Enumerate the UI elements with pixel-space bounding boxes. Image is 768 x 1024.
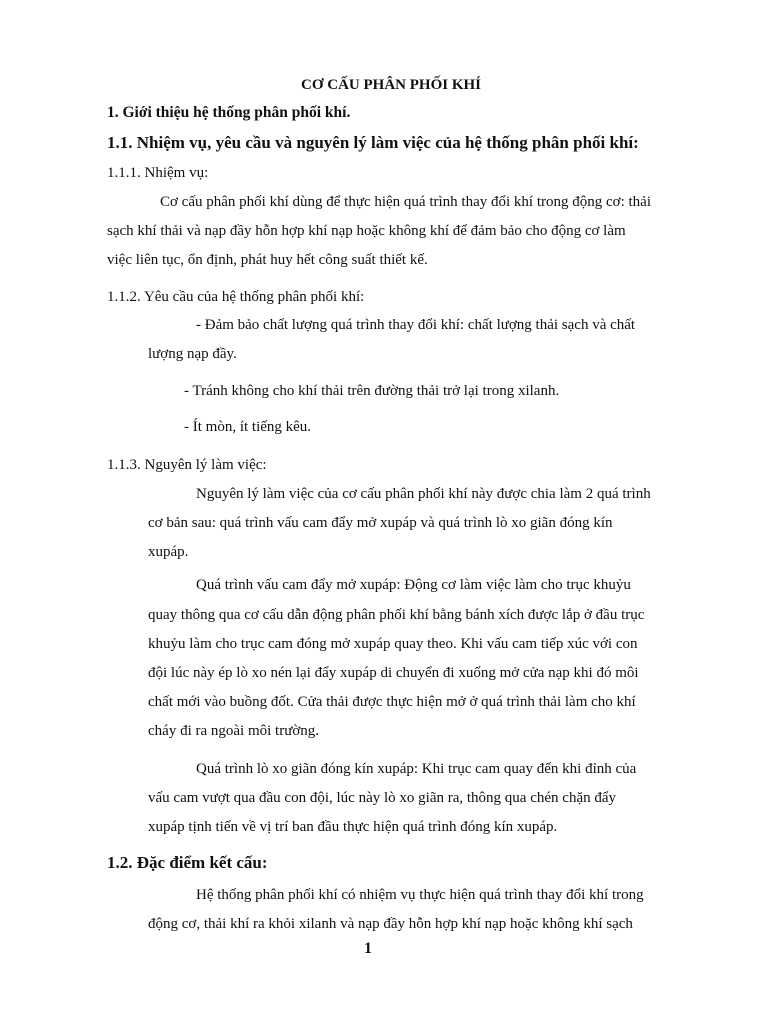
paragraph-line: việc liên tục, ổn định, phát huy hết công suất thiết kế.	[107, 252, 428, 268]
bullet-item-continuation: lượng nạp đầy.	[148, 346, 237, 362]
bullet-item: - Đảm bảo chất lượng quá trình thay đổi khí: chất lượng thải sạch và chất	[196, 317, 636, 333]
section-1-1-2-heading: 1.1.2. Yêu cầu của hệ thống phân phối khí:	[107, 289, 365, 305]
paragraph-line: sạch khí thải và nạp đầy hỗn hợp khí nạp hoặc không khí để đảm bảo cho động cơ làm	[107, 223, 626, 239]
paragraph-line: Cơ cấu phân phối khí dùng để thực hiện quá trình thay đổi khí trong động cơ: thải	[160, 194, 651, 210]
section-1-heading: 1. Giới thiệu hệ thống phân phối khí.	[107, 104, 351, 121]
section-1-1-1-heading: 1.1.1. Nhiệm vụ:	[107, 165, 209, 181]
bullet-item: - Tránh không cho khí thải trên đường thải trở lại trong xilanh.	[184, 383, 560, 399]
paragraph-line: cháy đi ra ngoài môi trường.	[148, 723, 320, 739]
section-1-1-3-heading: 1.1.3. Nguyên lý làm việc:	[107, 457, 267, 473]
paragraph-line: xupáp tịnh tiến về vị trí ban đầu thực hiện quá trình đóng kín xupáp.	[148, 819, 558, 835]
section-1-2-heading: 1.2. Đặc điểm kết cấu:	[107, 853, 268, 872]
page-number: 1	[364, 940, 372, 957]
paragraph-line: động cơ, thải khí ra khỏi xilanh và nạp đầy hỗn hợp khí nạp hoặc không khí sạch	[148, 916, 633, 932]
paragraph-line: Quá trình lò xo giãn đóng kín xupáp: Khi trục cam quay đến khi đỉnh của	[196, 761, 637, 777]
section-1-1-heading: 1.1. Nhiệm vụ, yêu cầu và nguyên lý làm việc của hệ thống phân phối khí:	[107, 133, 639, 152]
bullet-item: - Ít mòn, ít tiếng kêu.	[184, 419, 312, 435]
paragraph-line: quay thông qua cơ cấu dẫn động phân phối khí bằng bánh xích được lắp ở đầu trục	[148, 607, 645, 623]
paragraph-line: xupáp.	[148, 544, 189, 560]
paragraph-line: cơ bản sau: quá trình vấu cam đẩy mở xupáp và quá trình lò xo giãn đóng kín	[148, 515, 613, 531]
paragraph-line: vấu cam vượt qua đầu con đội, lúc này lò xo giãn ra, thông qua chén chặn đẩy	[148, 790, 617, 806]
paragraph-line: Hệ thống phân phối khí có nhiệm vụ thực hiện quá trình thay đổi khí trong	[196, 887, 644, 903]
paragraph-line: đội lúc này ép lò xo nén lại đẩy xupáp di chuyển đi xuống mở cửa nạp khi đó môi	[148, 665, 639, 681]
paragraph-line: Nguyên lý làm việc của cơ cấu phân phối khí này được chia làm 2 quá trình	[196, 486, 651, 502]
document-title: CƠ CẤU PHÂN PHỐI KHÍ	[301, 77, 481, 93]
paragraph-line: khuỷu làm cho trục cam đóng mở xupáp quay theo. Khi vấu cam tiếp xúc với con	[148, 636, 638, 652]
paragraph-line: chất mới vào buồng đốt. Cửa thải được thực hiện mở ở quá trình thải làm cho khí	[148, 694, 636, 710]
paragraph-line: Quá trình vấu cam đẩy mở xupáp: Động cơ làm việc làm cho trục khuỷu	[196, 577, 631, 593]
